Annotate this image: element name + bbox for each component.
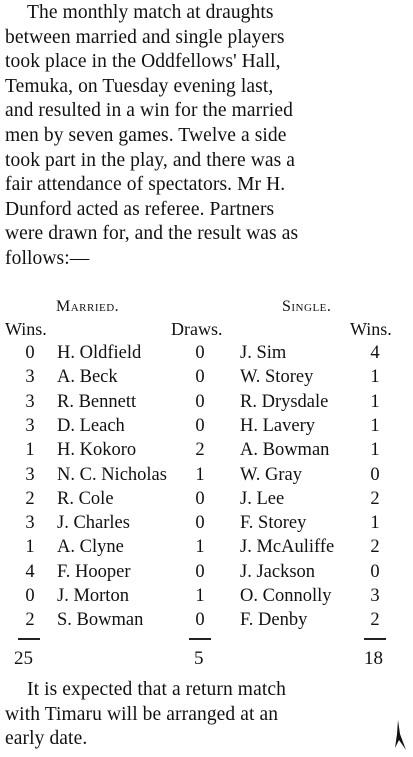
draws-cell: 0 <box>195 415 205 436</box>
married-wins-cell: 3 <box>25 513 35 534</box>
single-wins-header: Wins. <box>350 319 392 339</box>
column-end-mark-icon <box>392 720 406 750</box>
single-wins-cell: 0 <box>370 561 380 582</box>
single-player-cell: O. Connolly <box>240 586 332 606</box>
result-row <box>0 487 413 511</box>
intro-line: and resulted in a win for the married <box>5 100 293 122</box>
single-heading: Single. <box>282 298 332 315</box>
married-wins-cell: 2 <box>25 488 35 509</box>
draws-cell: 2 <box>195 440 205 461</box>
married-player-cell: H. Kokoro <box>57 440 137 461</box>
single-wins-cell: 1 <box>370 367 380 388</box>
single-wins-cell: 3 <box>370 586 380 606</box>
single-player-cell: W. Gray <box>240 464 302 485</box>
draws-cell: 1 <box>195 464 205 485</box>
draws-cell: 0 <box>195 391 205 412</box>
intro-line: were drawn for, and the result was as <box>5 223 299 245</box>
married-player-cell: J. Morton <box>57 586 129 606</box>
single-wins-total-rule <box>364 638 386 640</box>
result-row <box>0 414 413 438</box>
draws-cell: 1 <box>195 537 205 558</box>
draws-cell: 1 <box>195 586 205 606</box>
married-wins-cell: 1 <box>25 440 35 461</box>
single-wins-total: 18 <box>364 648 383 669</box>
married-player-cell: F. Hooper <box>57 561 131 582</box>
draws-total: 5 <box>194 648 204 669</box>
single-player-cell: J. Sim <box>240 343 287 363</box>
result-row <box>0 535 413 559</box>
intro-line: Temuka, on Tuesday evening last, <box>5 75 274 97</box>
single-player-cell: F. Storey <box>240 513 307 534</box>
intro-line: The monthly match at draughts <box>27 2 274 23</box>
married-heading: Married. <box>56 298 120 315</box>
result-row <box>0 365 413 389</box>
result-row <box>0 438 413 462</box>
married-player-cell: R. Cole <box>57 488 114 509</box>
draws-header: Draws. <box>171 319 223 339</box>
married-wins-cell: 3 <box>25 464 35 485</box>
draws-cell: 0 <box>195 488 205 509</box>
closing-paragraph <box>5 678 405 752</box>
draws-total-rule <box>189 638 211 640</box>
intro-line: between married and single players <box>5 26 285 48</box>
intro-line: Dunford acted as referee. Partners <box>5 198 275 220</box>
intro-line: fair attendance of spectators. Mr H. <box>5 174 286 196</box>
single-wins-cell: 1 <box>370 415 380 436</box>
married-player-cell: S. Bowman <box>57 610 144 631</box>
married-wins-cell: 0 <box>25 586 35 606</box>
single-wins-cell: 4 <box>370 343 380 363</box>
single-player-cell: H. Lavery <box>240 415 315 436</box>
intro-line: follows:— <box>5 247 90 269</box>
married-wins-cell: 3 <box>25 415 35 436</box>
draws-cell: 0 <box>195 343 205 363</box>
married-wins-cell: 1 <box>25 537 35 558</box>
single-player-cell: R. Drysdale <box>240 391 329 412</box>
single-player-cell: A. Bowman <box>240 440 330 461</box>
result-row <box>0 608 413 632</box>
intro-line: took place in the Oddfellows' Hall, <box>5 51 281 73</box>
single-player-cell: J. McAuliffe <box>240 537 335 558</box>
intro-line: took part in the play, and there was a <box>5 149 296 171</box>
result-row <box>0 390 413 414</box>
intro-paragraph <box>5 1 405 272</box>
single-wins-cell: 1 <box>370 513 380 534</box>
outro-line: It is expected that a return match <box>27 679 286 700</box>
single-player-cell: J. Lee <box>240 488 285 509</box>
married-wins-header: Wins. <box>5 319 47 339</box>
single-wins-cell: 2 <box>370 488 380 509</box>
married-wins-cell: 4 <box>25 561 35 582</box>
single-wins-cell: 2 <box>370 610 380 631</box>
married-wins-cell: 3 <box>25 391 35 412</box>
married-player-cell: D. Leach <box>57 415 125 436</box>
single-wins-cell: 1 <box>370 440 380 461</box>
result-row <box>0 560 413 584</box>
draws-cell: 0 <box>195 367 205 388</box>
single-player-cell: F. Denby <box>240 610 308 631</box>
outro-line: early date. <box>5 728 88 750</box>
single-wins-cell: 0 <box>370 464 380 485</box>
married-player-cell: R. Bennett <box>57 391 137 412</box>
result-row <box>0 463 413 487</box>
married-wins-cell: 3 <box>25 367 35 388</box>
draws-cell: 0 <box>195 513 205 534</box>
married-wins-cell: 2 <box>25 610 35 631</box>
single-wins-cell: 2 <box>370 537 380 558</box>
intro-line: men by seven games. Twelve a side <box>5 124 287 146</box>
married-player-cell: N. C. Nicholas <box>57 464 167 485</box>
draws-cell: 0 <box>195 561 205 582</box>
draws-cell: 0 <box>195 610 205 631</box>
single-player-cell: J. Jackson <box>240 561 316 582</box>
single-player-cell: W. Storey <box>240 367 314 388</box>
married-player-cell: A. Clyne <box>57 537 124 558</box>
married-wins-total-rule <box>18 638 40 640</box>
married-player-cell: H. Oldfield <box>57 343 142 363</box>
married-wins-total: 25 <box>14 648 33 669</box>
married-wins-cell: 0 <box>25 343 35 363</box>
married-player-cell: A. Beck <box>57 367 118 388</box>
result-row <box>0 341 413 365</box>
result-row <box>0 584 413 608</box>
result-row <box>0 511 413 535</box>
married-player-cell: J. Charles <box>57 513 130 534</box>
outro-line: with Timaru will be arranged at an <box>5 703 279 725</box>
single-wins-cell: 1 <box>370 391 380 412</box>
